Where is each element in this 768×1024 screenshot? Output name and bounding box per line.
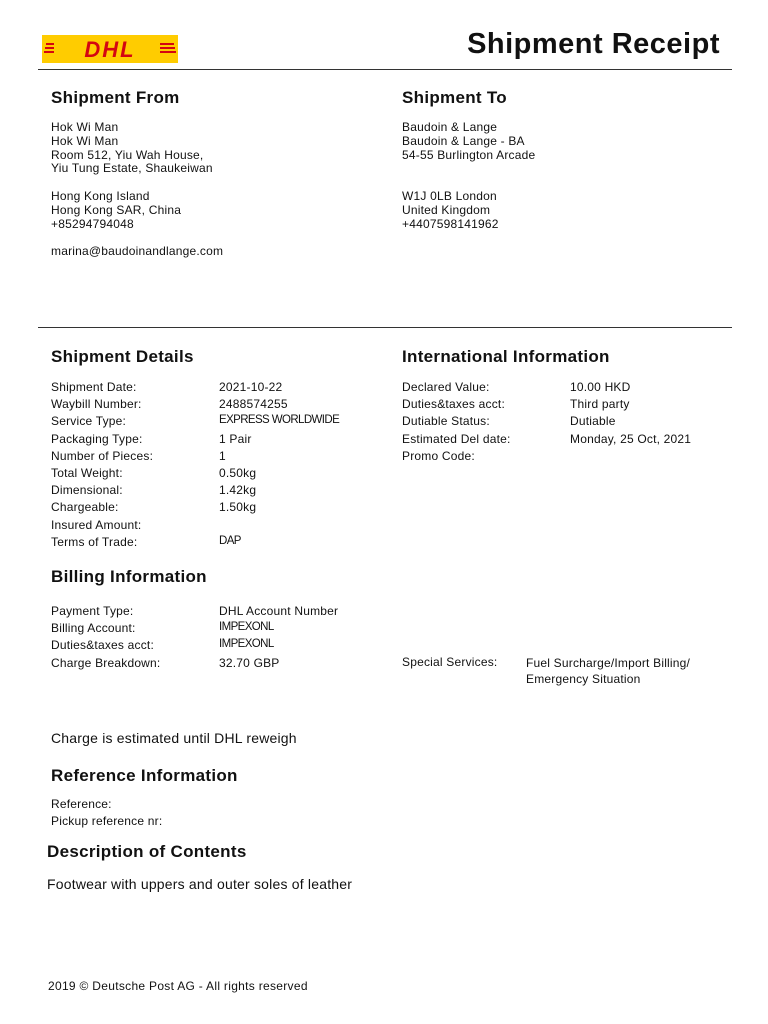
detail-value: 1.50kg [219, 500, 257, 515]
detail-label: Service Type: [51, 414, 127, 429]
billing-label: Charge Breakdown: [51, 655, 161, 670]
to-line: United Kingdom [402, 202, 491, 217]
detail-value: 2488574255 [219, 397, 288, 412]
from-line: Hong Kong SAR, China [51, 202, 182, 217]
billing-value: 32.70 GBP [219, 655, 280, 670]
detail-row [51, 414, 381, 431]
to-phone: +4407598141962 [402, 216, 499, 231]
copyright-footer: 2019 © Deutsche Post AG - All rights reserved [48, 979, 308, 993]
intl-row [402, 397, 732, 414]
billing-row [51, 604, 381, 621]
detail-label: Insured Amount: [51, 517, 142, 532]
detail-label: Packaging Type: [51, 431, 143, 446]
international-info-heading: International Information [402, 347, 610, 366]
from-line: Yiu Tung Estate, Shaukeiwan [51, 161, 213, 176]
detail-row [51, 500, 381, 517]
reference-label: Pickup reference nr: [51, 814, 163, 829]
billing-label: Duties&taxes acct: [51, 638, 154, 653]
intl-label: Dutiable Status: [402, 414, 490, 429]
detail-label: Waybill Number: [51, 397, 142, 412]
detail-row [51, 535, 381, 552]
detail-label: Total Weight: [51, 465, 123, 480]
detail-label: Dimensional: [51, 483, 123, 498]
shipment-to-address-2 [402, 190, 499, 231]
detail-value: 1 [219, 448, 226, 463]
intl-value: 10.00 HKD [570, 380, 631, 394]
detail-row [51, 518, 381, 535]
shipment-details-table [51, 380, 381, 552]
dhl-logo [42, 35, 178, 63]
reference-info-table [51, 797, 381, 831]
billing-info-table [51, 604, 381, 673]
detail-row [51, 380, 381, 397]
intl-value: Third party [570, 397, 630, 412]
intl-label: Duties&taxes acct: [402, 397, 505, 412]
billing-value: IMPEXONL [219, 621, 274, 634]
detail-label: Terms of Trade: [51, 534, 138, 549]
detail-row [51, 397, 381, 414]
special-services-value: Fuel Surcharge/Import Billing/ Emergency Situation [526, 656, 691, 686]
detail-label: Shipment Date: [51, 380, 137, 394]
from-line: Hok Wi Man [51, 133, 119, 148]
detail-row [51, 483, 381, 500]
detail-value: 2021-10-22 [219, 380, 283, 394]
shipment-from-address-2 [51, 190, 181, 231]
billing-row [51, 638, 381, 655]
contents-description: Footwear with uppers and outer soles of leather [47, 876, 353, 892]
to-line: Baudoin & Lange [402, 120, 498, 134]
contents-heading: Description of Contents [47, 842, 247, 861]
detail-value: 1 Pair [219, 431, 252, 446]
intl-value: Monday, 25 Oct, 2021 [570, 431, 692, 446]
intl-label: Declared Value: [402, 380, 490, 394]
detail-label: Chargeable: [51, 500, 119, 515]
shipment-to-heading: Shipment To [402, 88, 507, 107]
special-services-label: Special Services: [402, 655, 498, 669]
billing-row [51, 621, 381, 638]
from-phone: +85294794048 [51, 216, 134, 231]
billing-value: DHL Account Number [219, 604, 339, 618]
intl-label: Estimated Del date: [402, 431, 511, 446]
from-line: Hok Wi Man [51, 120, 119, 134]
from-email: marina@baudoinandlange.com [51, 244, 224, 258]
billing-label: Payment Type: [51, 604, 134, 618]
intl-row [402, 380, 732, 397]
to-line: Baudoin & Lange - BA [402, 133, 525, 148]
shipment-from-address [51, 121, 213, 176]
detail-value: 1.42kg [219, 483, 257, 498]
svg-text:DHL: DHL [84, 37, 136, 62]
reference-row [51, 814, 381, 831]
billing-row [51, 656, 381, 673]
from-line: Room 512, Yiu Wah House, [51, 147, 204, 162]
international-info-table [402, 380, 732, 466]
special-services [402, 655, 732, 689]
charge-estimate-note: Charge is estimated until DHL reweigh [51, 730, 297, 746]
intl-row [402, 432, 732, 449]
to-line: 54-55 Burlington Arcade [402, 147, 536, 162]
detail-row [51, 466, 381, 483]
reference-info-heading: Reference Information [51, 766, 238, 785]
intl-value: Dutiable [570, 414, 616, 429]
section-divider [38, 327, 732, 328]
detail-value: 0.50kg [219, 465, 257, 480]
reference-row [51, 797, 381, 814]
intl-row [402, 414, 732, 431]
shipment-from-heading: Shipment From [51, 88, 180, 107]
detail-row [51, 449, 381, 466]
header-divider [38, 69, 732, 70]
detail-row [51, 432, 381, 449]
billing-info-heading: Billing Information [51, 567, 207, 586]
from-line: Hong Kong Island [51, 189, 150, 203]
billing-label: Billing Account: [51, 621, 136, 636]
intl-row [402, 449, 732, 466]
to-line: W1J 0LB London [402, 189, 497, 203]
shipment-details-heading: Shipment Details [51, 347, 194, 366]
shipment-to-address [402, 121, 535, 162]
detail-value: EXPRESS WORLDWIDE [219, 414, 340, 427]
document-title: Shipment Receipt [467, 28, 720, 60]
detail-label: Number of Pieces: [51, 448, 154, 463]
intl-label: Promo Code: [402, 448, 475, 463]
reference-label: Reference: [51, 797, 112, 811]
detail-value: DAP [219, 534, 241, 547]
billing-value: IMPEXONL [219, 638, 274, 651]
